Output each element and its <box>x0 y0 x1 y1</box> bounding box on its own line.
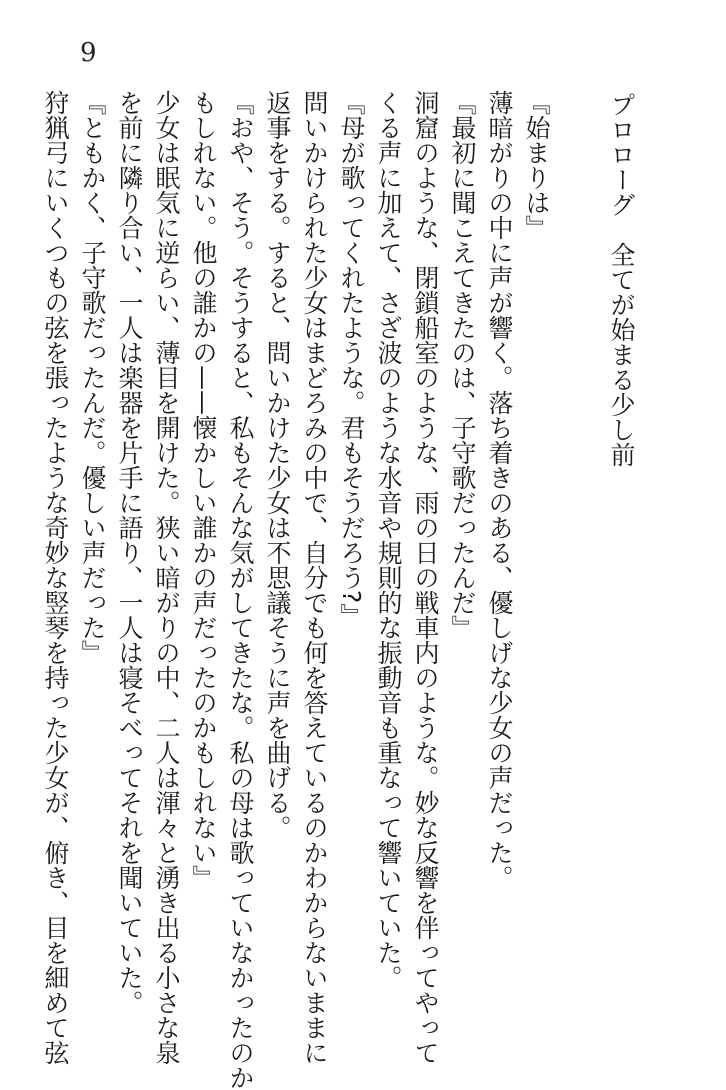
chapter-title <box>603 90 640 970</box>
text-line-10: もしれない。他の誰かの——懐かしい誰かの声だったのかもしれない』 <box>189 90 218 890</box>
text-line-8: 返事をする。すると、問いかけた少女は不思議そうに声を曲げる。 <box>263 90 292 840</box>
text-line-4: 洞窟のような、閉鎖船室のような、雨の日の戦車内のような。妙な反響を伴ってやって <box>411 90 440 1065</box>
text-line-6: 『母が歌ってくれたような。君もそうだろう?』 <box>337 90 366 629</box>
chapter-title-part2: 全てが始まる少し前 <box>607 242 636 467</box>
title-spacer <box>609 217 634 242</box>
text-line-14: 狩猟弓にいくつもの弦を張ったような奇妙な竪琴を持った少女が、俯き、目を細めて弦 <box>41 90 70 1065</box>
vertical-text-body <box>37 90 640 1090</box>
text-line-1: 『始まりは』 <box>522 90 551 240</box>
text-line-11: 少女は眠気に逆らい、薄目を開けた。狭い暗がりの中、二人は渾々と湧き出る小さな泉 <box>152 90 181 1065</box>
text-line-7: 問いかけられた少女はまどろみの中で、自分でも何を答えているのかわからないままに <box>300 90 329 1065</box>
page-number: 9 <box>80 38 98 68</box>
text-line-13: 『ともかく、子守歌だったんだ。優しい声だった』 <box>78 90 107 665</box>
text-line-2: 薄暗がりの中に声が響く。落ち着きのある、優しげな少女の声だった。 <box>485 90 514 890</box>
text-line-12: を前に隣り合い、一人は楽器を片手に語り、一人は寝そべってそれを聞いていた。 <box>115 90 144 1015</box>
chapter-title-part1: プロローグ <box>607 92 636 217</box>
text-line-3: 『最初に聞こえてきたのは、子守歌だったんだ』 <box>448 90 477 640</box>
text-line-5: くる声に加えて、さざ波のような水音や規則的な振動音も重なって響いていた。 <box>374 90 403 990</box>
text-line-9: 『おや、そう。そうすると、私もそんな気がしてきたな。私の母は歌っていなかったのか <box>226 90 255 1090</box>
